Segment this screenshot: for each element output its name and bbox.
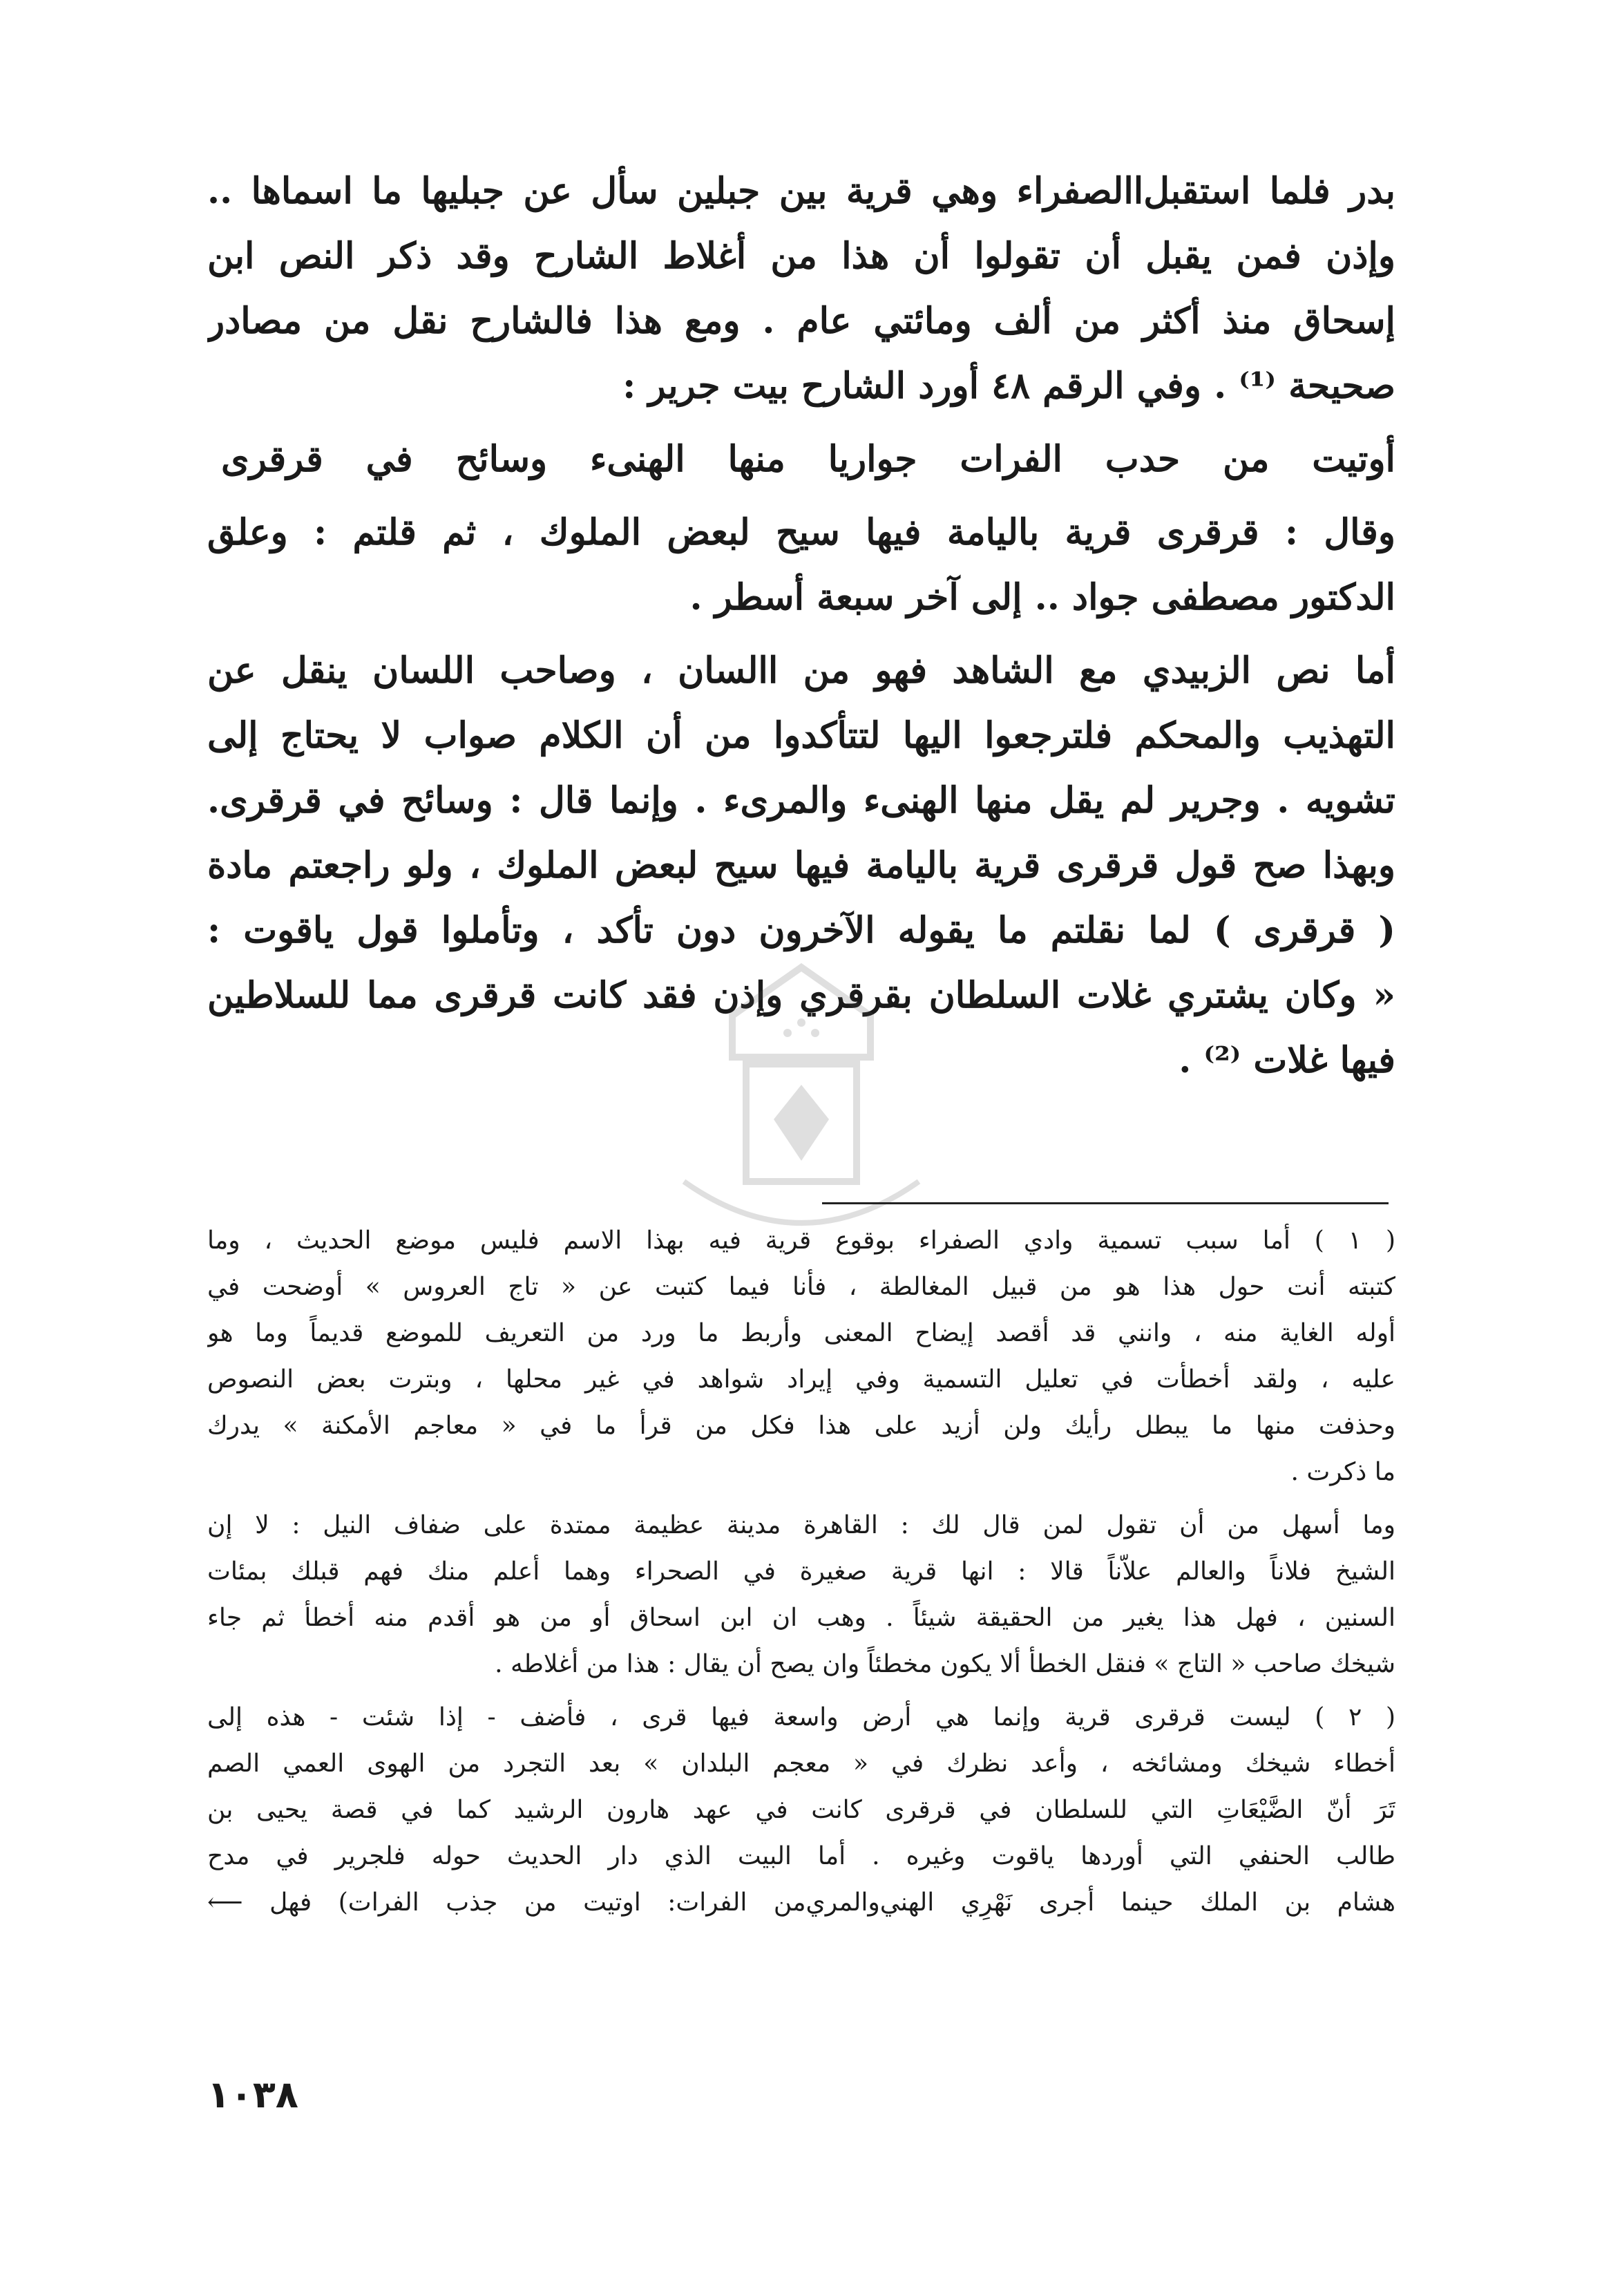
footnote-line: ( ١ ) أما سبب تسمية وادي الصفراء بوقوع قرية فيه بهذا الاسم فليس موضع الحديث ، وما: [207, 1226, 1395, 1255]
footnotes: [207, 1217, 1395, 1926]
footnote-line: ( ٢ ) ليست قرقرى قرية وإنما هي أرض واسعة فيها قرى ، فأضف - إذا شئت - هذه إلى: [207, 1703, 1395, 1732]
footnote-line: وحذفت منها ما يبطل رأيك ولن أزيد على هذا فكل من قرأ ما في « معاجم الأمكنة » يدرك: [207, 1412, 1395, 1440]
footnote-line: هشام بن الملك حينما أجرى نَهْرِي الهني‌والمري‌من الفرات: اوتيت من جذب الفرات) فهل ⟵: [207, 1888, 1395, 1917]
text-line: صحيحة ⁽¹⁾ . وفي الرقم ٤٨ أورد الشارح بيت جرير :: [622, 365, 1395, 407]
page-number: ١٠٣٨: [207, 2073, 298, 2116]
text-line: بدر فلما استقبل‌االصفراء وهي قرية بين جبلين سأل عن جبليها ما اسماها ..: [207, 170, 1395, 212]
text-line: فيها غلات ⁽²⁾ .: [1179, 1039, 1395, 1081]
text-line: إسحاق منذ أكثر من ألف ومائتي عام . ومع هذا فالشارح نقل من مصادر: [207, 300, 1395, 342]
text-line: وإذن فمن يقبل أن تقولوا أن هذا من أغلاط الشارح وقد ذكر النص ابن: [207, 235, 1395, 277]
text-line: أما نص الزبيدي مع الشاهد فهو من االسان ، وصاحب اللسان ينقل عن: [207, 649, 1395, 692]
text-line: وبهذا صح قول قرقرى قرية باليامة فيها سيح لبعض الملوك ، ولو راجعتم مادة: [207, 844, 1395, 886]
text-line: « وكان يشتري غلات السلطان بقرقري وإذن فقد كانت قرقرى مما للسلاطين: [207, 974, 1395, 1016]
footnote-line: طالب الحنفي التي أوردها ياقوت وغيره . أما البيت الذي دار الحديث حوله فلجرير في مدح: [207, 1842, 1395, 1870]
footnote-line: كتبته أنت حول هذا هو من قبيل المغالطة ، فأنا فيما كتبت عن « تاج العروس » أوضحت في: [207, 1273, 1395, 1301]
footnote-line: الشيخ فلاناً والعالم علاّناً قالا : انها قرية صغيرة في الصحراء وهما أعلم منك فهم قبلك بمئات: [207, 1557, 1395, 1586]
text-line: وقال : قرقرى قرية باليامة فيها سيح لبعض الملوك ، ثم قلتم : وعلق: [207, 511, 1395, 553]
footnote-line: السنين ، فهل هذا يغير من الحقيقة شيئاً . وهب ان ابن اسحاق أو من هو أقدم منه أخطأ ثم جاء: [207, 1604, 1395, 1632]
footnote-line: وما أسهل من أن تقول لمن قال لك : القاهرة مدينة عظيمة ممتدة على ضفاف النيل : لا إن: [207, 1511, 1395, 1539]
text-line: ( قرقرى ) لما نقلتم ما يقوله الآخرون دون تأكد ، وتأملوا قول ياقوت :: [207, 909, 1395, 951]
footnote-line: شيخك صاحب « التاج » فنقل الخطأ ألا يكون مخطئاً وان يصح أن يقال : هذا من أغلاطه .: [495, 1650, 1395, 1678]
footnote-line: عليه ، ولقد أخطأت في تعليل التسمية وفي إيراد شواهد في غير محلها ، وبترت بعض النصوص: [207, 1365, 1395, 1394]
verse-line: أوتيت من حدب الفرات جواريا منها الهنىء وسائح في قرقرى: [221, 438, 1395, 480]
footnote-line: ما ذكرت .: [1290, 1458, 1395, 1486]
footnote-separator: [822, 1202, 1389, 1204]
text-line: التهذيب والمحكم فلترجعوا اليها لتتأكدوا من أن الكلام صواب لا يحتاج إلى: [207, 714, 1395, 757]
footnote-line: أخطاء شيخك ومشائخه ، وأعد نظرك في « معجم البلدان » بعد التجرد من الهوى العمي الصم: [207, 1749, 1395, 1778]
text-line: تشويه . وجرير لم يقل منها الهنىء والمرىء . وإنما قال : وسائح في قرقرى.: [207, 779, 1395, 822]
footnote-line: تَرَ أنّ الضَّيْعَاتِ التي للسلطان في قرقرى كانت في عهد هارون الرشيد كما في قصة يحيى بن: [207, 1796, 1395, 1824]
footnote-line: أوله الغاية منه ، وانني قد أقصد إيضاح المعنى وأربط ما ورد من التعريف للموضع قديماً وما هو: [207, 1319, 1395, 1347]
text-line: الدكتور مصطفى جواد .. إلى آخر سبعة أسطر .: [689, 576, 1395, 618]
